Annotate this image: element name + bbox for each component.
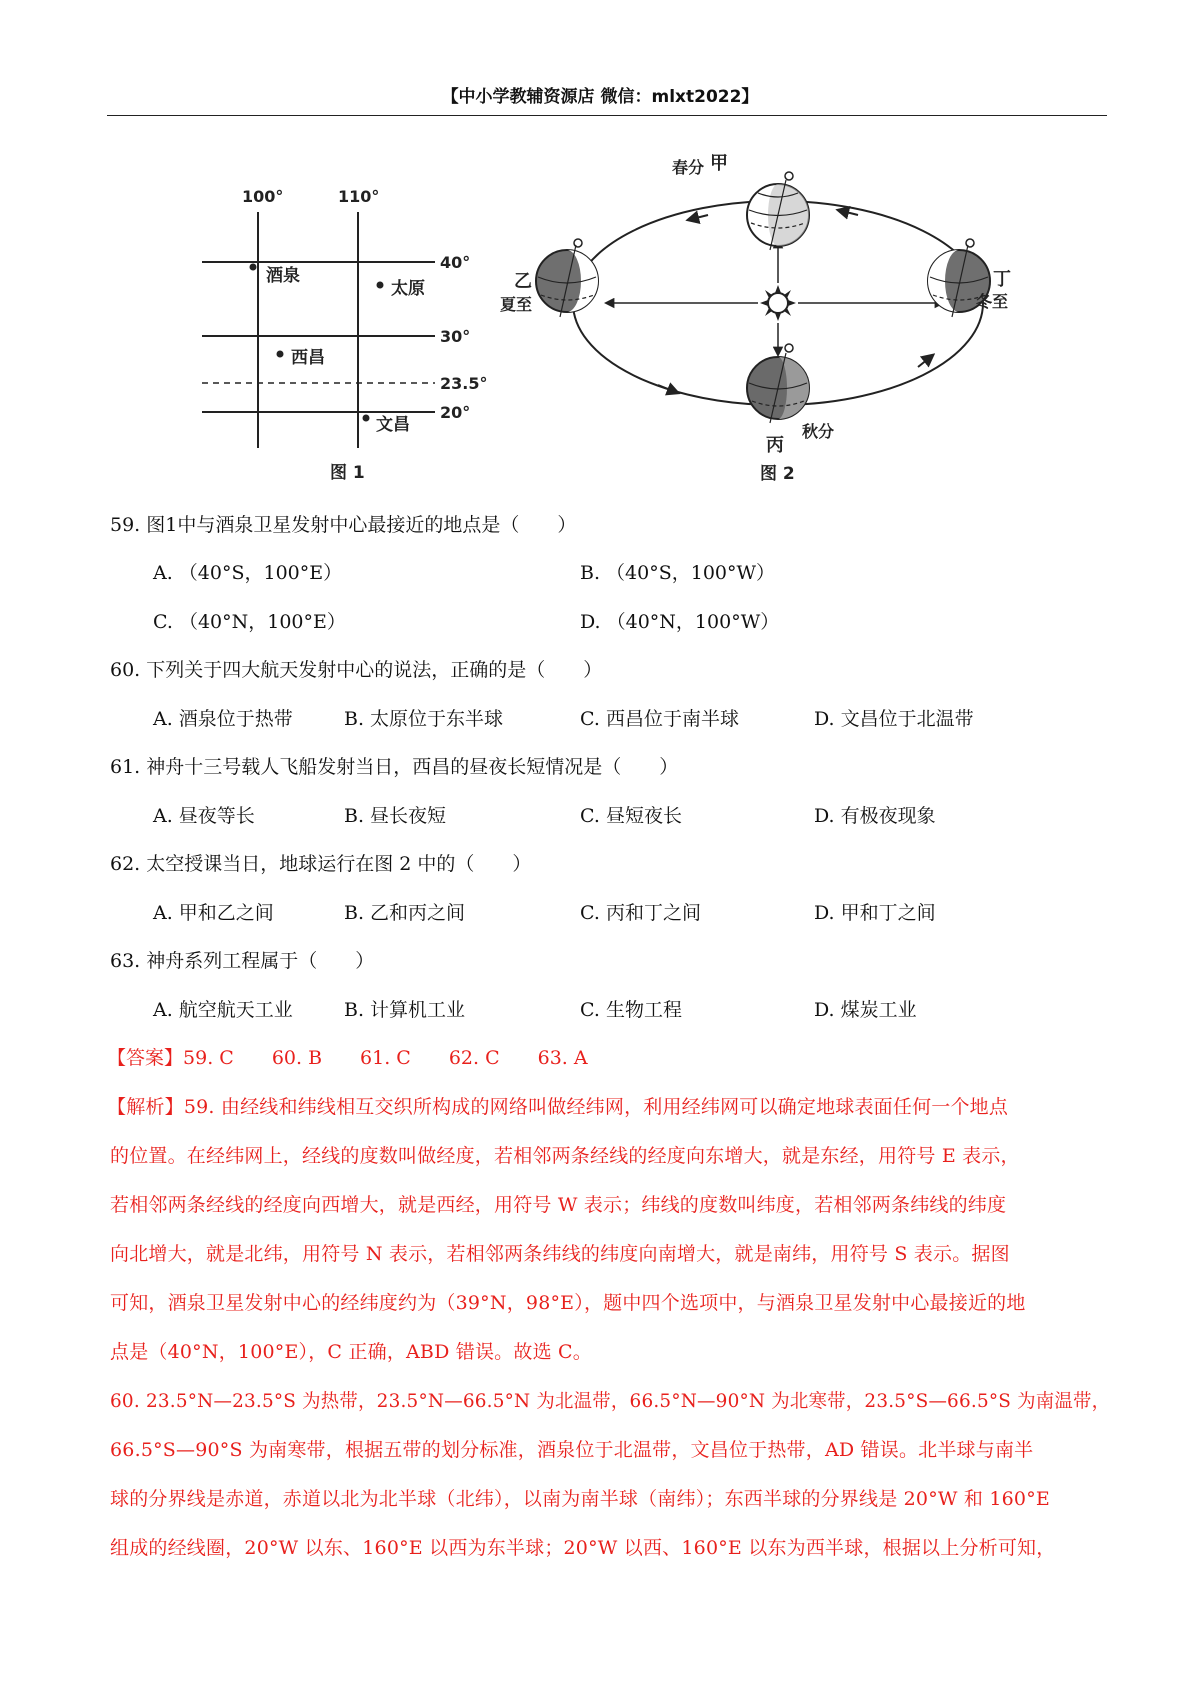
explanation-line-2: 的位置。在经纬网上，经线的度数叫做经度，若相邻两条经线的经度向东增大，就是东经，用符号 E 表示， — [110, 1145, 1020, 1167]
fig1-lat-label-23-5: 23.5° — [440, 374, 488, 393]
page-header: 【中小学教辅资源店 微信：mlxt2022】 — [441, 87, 759, 107]
fig1-dot-jiuquan — [250, 264, 257, 271]
fig2-label-ding-season: 冬至 — [976, 292, 1009, 311]
question-62-stem: 62. 太空授课当日，地球运行在图 2 中的（ ） — [110, 853, 532, 875]
answer-line — [107, 1043, 626, 1070]
question-59-option-a: A. （40°S，100°E） — [153, 562, 343, 584]
explanation-line-8: 66.5°S—90°S 为南寒带，根据五带的划分标准，酒泉位于北温带，文昌位于热带，AD 错误。北半球与南半 — [110, 1439, 1034, 1461]
question-63-stem: 63. 神舟系列工程属于（ ） — [110, 950, 375, 972]
question-59-option-c: C. （40°N，100°E） — [153, 611, 346, 633]
explanation-line-7: 60. 23.5°N—23.5°S 为热带，23.5°N—66.5°N 为北温带，66.5°N—90°N 为北寒带，23.5°S—66.5°S 为南温带， — [110, 1390, 1111, 1412]
figure-2-earth-orbit — [500, 153, 1018, 495]
fig2-orbit-arrow-bottom-right — [918, 355, 933, 367]
fig2-orbit-arrow-top-left — [688, 215, 708, 220]
question-61-option-b: B. 昼长夜短 — [344, 805, 447, 827]
explanation-line-3: 若相邻两条经线的经度向西增大，就是西经，用符号 W 表示；纬线的度数叫纬度，若相邻两条纬线的纬度 — [110, 1194, 1007, 1216]
explanation-line-5: 可知，酒泉卫星发射中心的经纬度约为（39°N，98°E），题中四个选项中，与酒泉卫星发射中心最接近的地 — [110, 1292, 1026, 1314]
fig1-place-xichang: 西昌 — [291, 348, 325, 368]
explanation-line-6: 点是（40°N，100°E），C 正确，ABD 错误。故选 C。 — [110, 1341, 592, 1363]
fig2-orbit-arrow-bottom-left — [658, 385, 678, 393]
question-61-option-a: A. 昼夜等长 — [153, 805, 255, 827]
question-60-option-a: A. 酒泉位于热带 — [153, 708, 293, 730]
fig1-caption: 图 1 — [330, 463, 365, 483]
question-59-stem: 59. 图1中与酒泉卫星发射中心最接近的地点是（ ） — [110, 514, 577, 536]
explanation-line-9: 球的分界线是赤道，赤道以北为北半球（北纬），以南为南半球（南纬）；东西半球的分界线是 20°W 和 160°E — [110, 1488, 1050, 1510]
fig2-label-yi: 乙 — [514, 271, 532, 292]
fig1-lon-label-110: 110° — [338, 187, 380, 206]
fig2-earth-bing — [747, 344, 809, 423]
answer-label: 【答案】 — [107, 1047, 184, 1069]
explanation-label: 【解析】 — [107, 1096, 184, 1118]
explanation-line-1 — [107, 1092, 1008, 1119]
question-60-option-d: D. 文昌位于北温带 — [814, 708, 974, 730]
answer-63: 63. A — [537, 1047, 588, 1069]
answer-60: 60. B — [271, 1047, 323, 1069]
question-59-option-d: D. （40°N，100°W） — [580, 611, 780, 633]
question-62-option-a: A. 甲和乙之间 — [153, 902, 274, 924]
explanation-line-10: 组成的经线圈，20°W 以东、160°E 以西为东半球；20°W 以西、160°E 以东为西半球，根据以上分析可知， — [110, 1537, 1056, 1559]
fig1-dot-xichang — [277, 351, 284, 358]
fig2-orbit-arrow-top-right — [838, 210, 858, 215]
explanation-text-1: 59. 由经线和纬线相互交织所构成的网络叫做经纬网，利用经纬网可以确定地球表面任何一个地点 — [183, 1096, 1009, 1118]
fig2-label-bing: 丙 — [766, 435, 784, 456]
question-59-option-b: B. （40°S，100°W） — [580, 562, 776, 584]
fig2-earth-jia — [747, 172, 809, 250]
fig2-label-ding: 丁 — [993, 269, 1011, 290]
question-62-option-b: B. 乙和丙之间 — [344, 902, 466, 924]
fig1-lat-label-20: 20° — [440, 403, 471, 422]
explanation-line-4: 向北增大，就是北纬，用符号 N 表示，若相邻两条纬线的纬度向南增大，就是南纬，用符号 S 表示。据图 — [110, 1243, 1010, 1265]
question-62-option-d: D. 甲和丁之间 — [814, 902, 936, 924]
question-61-stem: 61. 神舟十三号载人飞船发射当日，西昌的昼夜长短情况是（ ） — [110, 756, 679, 778]
fig2-label-jia-season: 春分 — [672, 158, 705, 177]
question-60-option-b: B. 太原位于东半球 — [344, 708, 504, 730]
fig2-sun-icon — [760, 285, 796, 321]
figure-1-grid-map — [190, 180, 510, 490]
header-rule — [107, 115, 1107, 116]
fig2-label-yi-season: 夏至 — [500, 295, 533, 314]
fig1-place-jiuquan: 酒泉 — [266, 266, 300, 286]
question-62-option-c: C. 丙和丁之间 — [580, 902, 701, 924]
question-61-option-c: C. 昼短夜长 — [580, 805, 682, 827]
question-63-option-c: C. 生物工程 — [580, 999, 682, 1021]
question-63-option-b: B. 计算机工业 — [344, 999, 466, 1021]
question-61-option-d: D. 有极夜现象 — [814, 805, 936, 827]
answer-59: 59. C — [183, 1047, 234, 1069]
fig1-place-wenchang: 文昌 — [376, 415, 410, 435]
fig2-label-jia: 甲 — [710, 153, 728, 174]
fig1-lat-label-40: 40° — [440, 253, 471, 272]
question-60-stem: 60. 下列关于四大航天发射中心的说法，正确的是（ ） — [110, 659, 603, 681]
answer-62: 62. C — [448, 1047, 500, 1069]
question-63-option-d: D. 煤炭工业 — [814, 999, 917, 1021]
fig1-lat-label-30: 30° — [440, 327, 471, 346]
question-63-option-a: A. 航空航天工业 — [153, 999, 293, 1021]
fig1-place-taiyuan: 太原 — [391, 279, 425, 299]
fig2-earth-yi — [536, 239, 598, 317]
fig2-label-bing-season: 秋分 — [802, 422, 835, 441]
fig1-dot-wenchang — [363, 415, 370, 422]
fig2-caption: 图 2 — [760, 464, 795, 484]
answer-61: 61. C — [360, 1047, 411, 1069]
question-60-option-c: C. 西昌位于南半球 — [580, 708, 739, 730]
fig1-lon-label-100: 100° — [242, 187, 284, 206]
fig1-dot-taiyuan — [377, 282, 384, 289]
